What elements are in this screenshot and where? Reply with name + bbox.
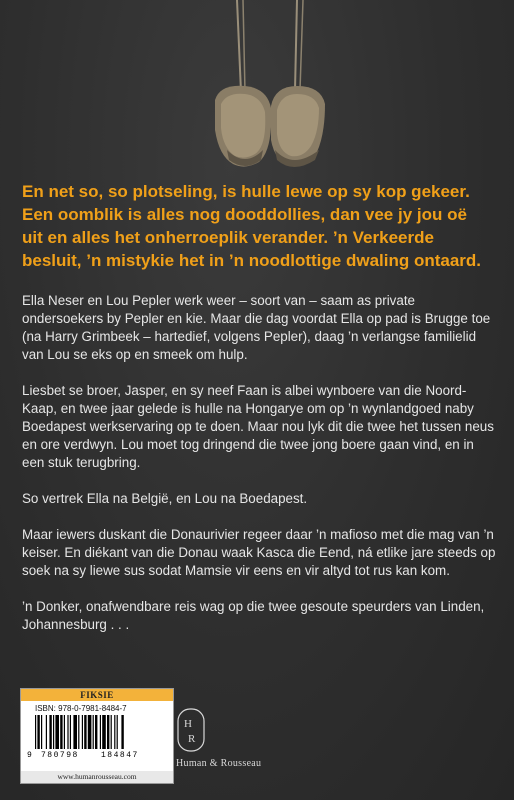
genre-label: FIKSIE [21, 689, 173, 701]
barcode-bar [111, 715, 112, 749]
barcode-bar [100, 715, 101, 749]
human-rousseau-logo-icon [177, 708, 205, 752]
barcode-bar [95, 715, 97, 749]
barcode-bar [88, 715, 92, 749]
publisher-name: Human & Rousseau [176, 758, 262, 769]
barcode-bar [114, 715, 115, 749]
barcode-digit-lead: 9 [27, 751, 32, 759]
barcode-icon [25, 715, 169, 759]
hanging-shoes-illustration [175, 0, 365, 170]
barcode-bar [64, 715, 65, 749]
barcode-bar [84, 715, 86, 749]
barcode-bar [41, 715, 42, 749]
tagline: En net so, so plotseling, is hulle lewe op sy kop gekeer. Een oomblik is alles nog dooddollies, dan vee jy jou oë uit en alles het onherroeplik verander. ’n Verkeerde besluit, ’n mistykie het in ’n noodlottige dwaling ontaard. [22, 182, 482, 270]
svg-text:R: R [188, 733, 196, 745]
barcode-bar [117, 715, 118, 749]
blurb-paragraph: ’n Donker, onafwendbare reis wag op die twee gesoute speurders van Linden, Johannesburg . . . [22, 599, 485, 632]
barcode-digits-right: 184847 [101, 751, 139, 759]
blurb-paragraph: So vertrek Ella na België, en Lou na Boedapest. [22, 491, 308, 506]
barcode-bar [82, 715, 83, 749]
blurb-paragraph: Maar iewers duskant die Donaurivier regeer daar ’n mafioso met die mag van ’n keiser. En diékant van die Donau waak Kasca die Eend, ná etlike jare steeds op soek na sy liewe sus sodat Mamsie vir eens en vir altyd tot rus kan kom. [22, 527, 496, 578]
barcode-bar [37, 715, 39, 749]
barcode-digits-left: 780798 [41, 751, 79, 759]
barcode-bar [67, 715, 68, 749]
barcode-block [20, 688, 174, 784]
svg-text:H: H [184, 718, 192, 730]
blurb [22, 292, 497, 652]
barcode-bar [35, 715, 36, 749]
barcode-bar [73, 715, 77, 749]
barcode-bar [93, 715, 94, 749]
blurb-paragraph: Ella Neser en Lou Pepler werk weer – soort van – saam as private ondersoekers by Pepler en kie. Maar die dag voordat Ella op pad is Brugge toe (na Harry Grimbeek – hartedief, volgens Pepler), daag ’n verlangse familielid van Lou se eks op en smeek om hulp. [22, 293, 491, 362]
barcode-bar [121, 715, 123, 749]
barcode-bar [78, 715, 79, 749]
barcode-bar [60, 715, 62, 749]
barcode-bar [102, 715, 106, 749]
barcode-bar [107, 715, 109, 749]
barcode-bar [46, 715, 47, 749]
barcode-bar [55, 715, 59, 749]
blurb-paragraph: Liesbet se broer, Jasper, en sy neef Faan is albei wynboere van die Noord-Kaap, en twee jaar gelede is hulle na Hongarye om op ’n wynlandgoed naby Boedapest werkservaring op te doen. Maar nou lyk dit die twee het tussen neus en ore verdwyn. Lou moet tog dringend die twee jong boere gaan vind, en in een stuk terugbring. [22, 383, 494, 470]
isbn-number: ISBN: 978-0-7981-8484-7 [35, 704, 127, 713]
barcode-bar [70, 715, 71, 749]
publisher-website: www.humanrousseau.com [21, 771, 173, 783]
barcode-bar [53, 715, 54, 749]
barcode-bar [49, 715, 51, 749]
